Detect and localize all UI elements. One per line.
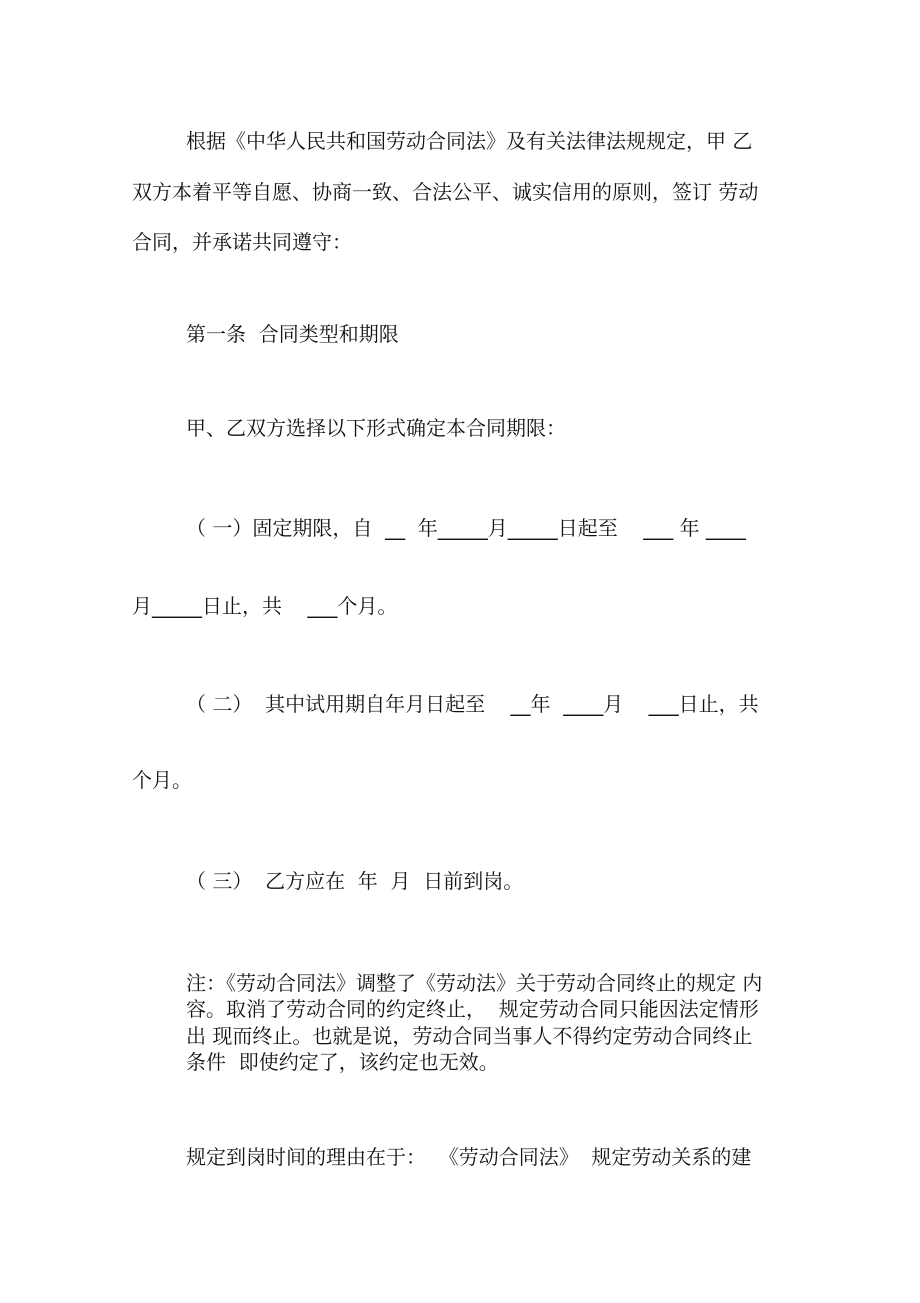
- clause-1-line-1: （ 一）固定期限，自 __ 年_____月_____日起至 ___ 年 ____: [186, 516, 746, 540]
- clause-3-line-1: （ 三） 乙方应在 年 月 日前到岗。: [186, 869, 524, 893]
- article-1-heading: 第一条 合同类型和期限: [186, 322, 399, 346]
- intro-line-1: 根据《中华人民共和国劳动合同法》及有关法律法规规定，甲 乙: [186, 129, 753, 153]
- note-line-2: 容。取消了劳动合同的约定终止， 规定劳动合同只能因法定情形: [186, 997, 759, 1021]
- article-1-statement: 甲、乙双方选择以下形式确定本合同期限：: [186, 416, 566, 440]
- note-line-1: 注：《劳动合同法》调整了《劳动法》关于劳动合同终止的规定 内: [186, 971, 763, 995]
- clause-2-line-2: 个月。: [132, 768, 192, 792]
- note-line-3: 出 现而终止。也就是说，劳动合同当事人不得约定劳动合同终止: [186, 1024, 753, 1048]
- intro-line-2: 双方本着平等自愿、协商一致、合法公平、诚实信用的原则，签订 劳动: [132, 180, 759, 204]
- note-line-4: 条件 即使约定了，该约定也无效。: [186, 1050, 499, 1074]
- clause-1-line-2: 月_____日止，共 ___个月。: [132, 594, 398, 618]
- clause-2-line-1: （ 二） 其中试用期自年月日起至 __年 ____月 ___日止，共: [186, 692, 759, 716]
- intro-line-3: 合同，并承诺共同遵守：: [132, 230, 352, 254]
- reason-line-1: 规定到岗时间的理由在于： 《劳动合同法》 规定劳动关系的建: [186, 1145, 752, 1169]
